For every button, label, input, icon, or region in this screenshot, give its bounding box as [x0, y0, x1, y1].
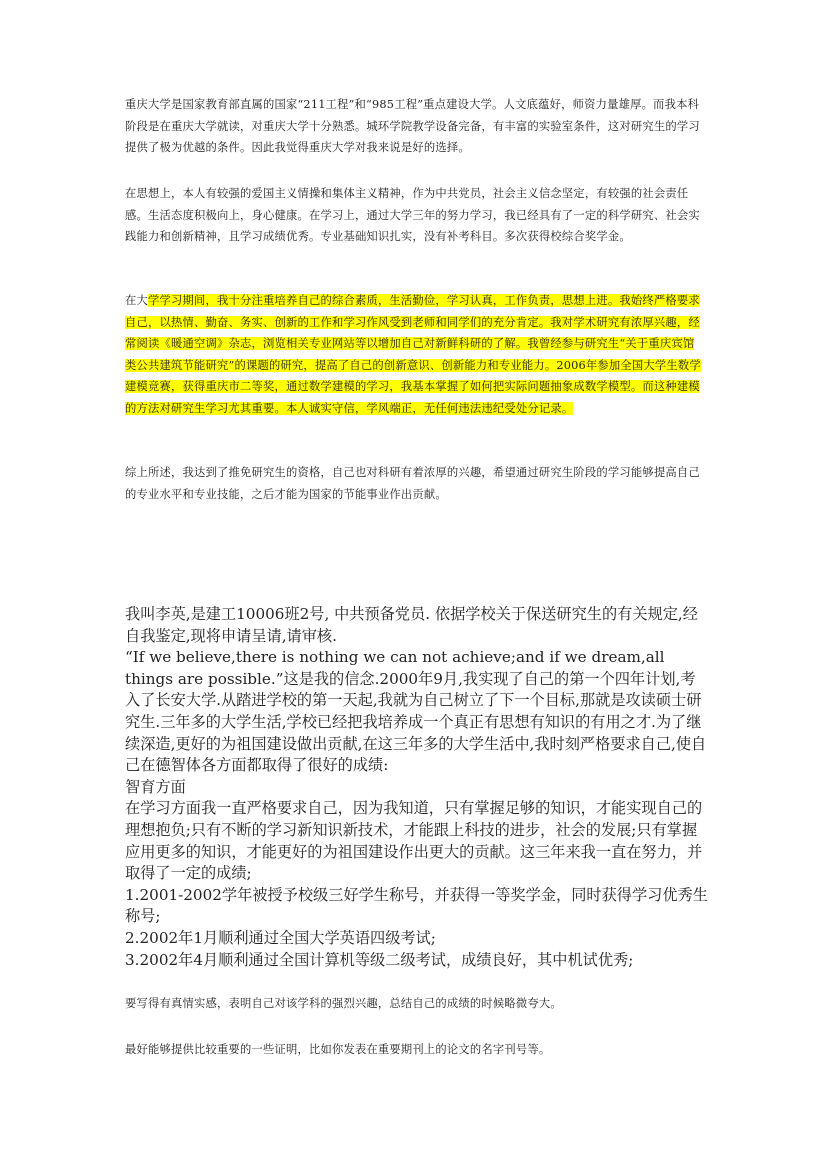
quote-paragraph: “If we believe,there is nothing we can not achieve;and if we dream,all things are possible.”这是我的信念.2000年9月,我实现了自己的第一个四年计划,考入了长安大学.从踏进学校的第一天起,我就为自己树立了下一个目标,那就是攻读硕士研究生.三年多的大学生活,学校已经把我培养成一个真正有思想有知识的有用之才.为了继续深造,更好的为祖国建设做出贡献,在这三年多的大学生活中,我时刻严格要求自己,使自己在德智体各方面都取得了很好的成绩: [125, 648, 707, 775]
self-assessment-section [125, 604, 710, 971]
achievement-item: 3.2002年4月顺利通过全国计算机等级二级考试，成绩良好，其中机试优秀; [125, 950, 634, 969]
tip-paragraph-2: 最好能够提供比较重要的一些证明，比如你发表在重要期刊上的论文的名字刊号等。 [125, 1043, 551, 1056]
section-heading: 智育方面 [125, 777, 186, 796]
intro-paragraph: 我叫李英,是建工10006班2号, 中共预备党员. 依据学校关于保送研究生的有关规定,经自我鉴定,现将申请呈请,请审核. [125, 605, 698, 645]
tip-paragraph-1: 要写得有真情实感，表明自己对该学科的强烈兴趣，总结自己的成绩的时候略微夸大。 [125, 997, 562, 1010]
achievement-item: 2.2002年1月顺利通过全国大学英语四级考试; [125, 928, 436, 947]
highlighted-text: 学学习期间，我十分注重培养自己的综合素质，生活勤俭，学习认真，工作负责，思想上进。我始终严格要求自己，以热情、勤奋、务实、创新的工作和学习作风受到老师和同学们的充分肯定。我对学术研究有浓厚兴趣，经常阅读《暖通空调》杂志，浏览相关专业网站等以增加自己对新鲜科研的了解。我曾经参与研究生“关于重庆宾馆类公共建筑节能研究”的课题的研究，提高了自己的创新意识、创新能力和专业能力。2006年参加全国大学生数学建模竞赛，获得重庆市二等奖，通过数学建模的学习，我基本掌握了如何把实际问题抽象成数学模型。而这种建模的方法对研究生学习尤其重要。本人诚实守信，学风端正，无任何违法违纪受处分记录。 [125, 294, 701, 415]
paragraph-conclusion: 综上所述，我达到了推免研究生的资格，自己也对科研有着浓厚的兴趣，希望通过研究生阶段的学习能够提高自己的专业水平和专业技能，之后才能为国家的节能事业作出贡献。 [125, 466, 700, 501]
paragraph-university: 重庆大学是国家教育部直属的国家“211工程”和“985工程”重点建设大学。人文底蕴好，师资力量雄厚。而我本科阶段是在重庆大学就读，对重庆大学十分熟悉。城环学院教学设备完备，有丰富的实验室条件，这对研究生的学习提供了极为优越的条件。因此我觉得重庆大学对我来说是好的选择。 [125, 98, 700, 154]
study-paragraph: 在学习方面我一直严格要求自己，因为我知道，只有掌握足够的知识，才能实现自己的理想抱负;只有不断的学习新知识新技术，才能跟上科技的进步，社会的发展;只有掌握应用更多的知识，才能更好的为祖国建设作出更大的贡献。这三年来我一直在努力，并取得了一定的成绩; [125, 799, 703, 883]
paragraph-ideology: 在思想上，本人有较强的爱国主义情操和集体主义精神，作为中共党员，社会主义信念坚定，有较强的社会责任感。生活态度积极向上，身心健康。在学习上，通过大学三年的努力学习，我已经具有了一定的科学研究、社会实践能力和创新精神，且学习成绩优秀。专业基础知识扎实，没有补考科目。多次获得校综合奖学金。 [125, 187, 700, 243]
paragraph-study-lead: 在大 [125, 294, 148, 307]
paragraph-study-period [125, 290, 705, 419]
achievement-item: 1.2001-2002学年被授予校级三好学生称号，并获得一等奖学金，同时获得学习优秀生称号; [125, 885, 708, 926]
